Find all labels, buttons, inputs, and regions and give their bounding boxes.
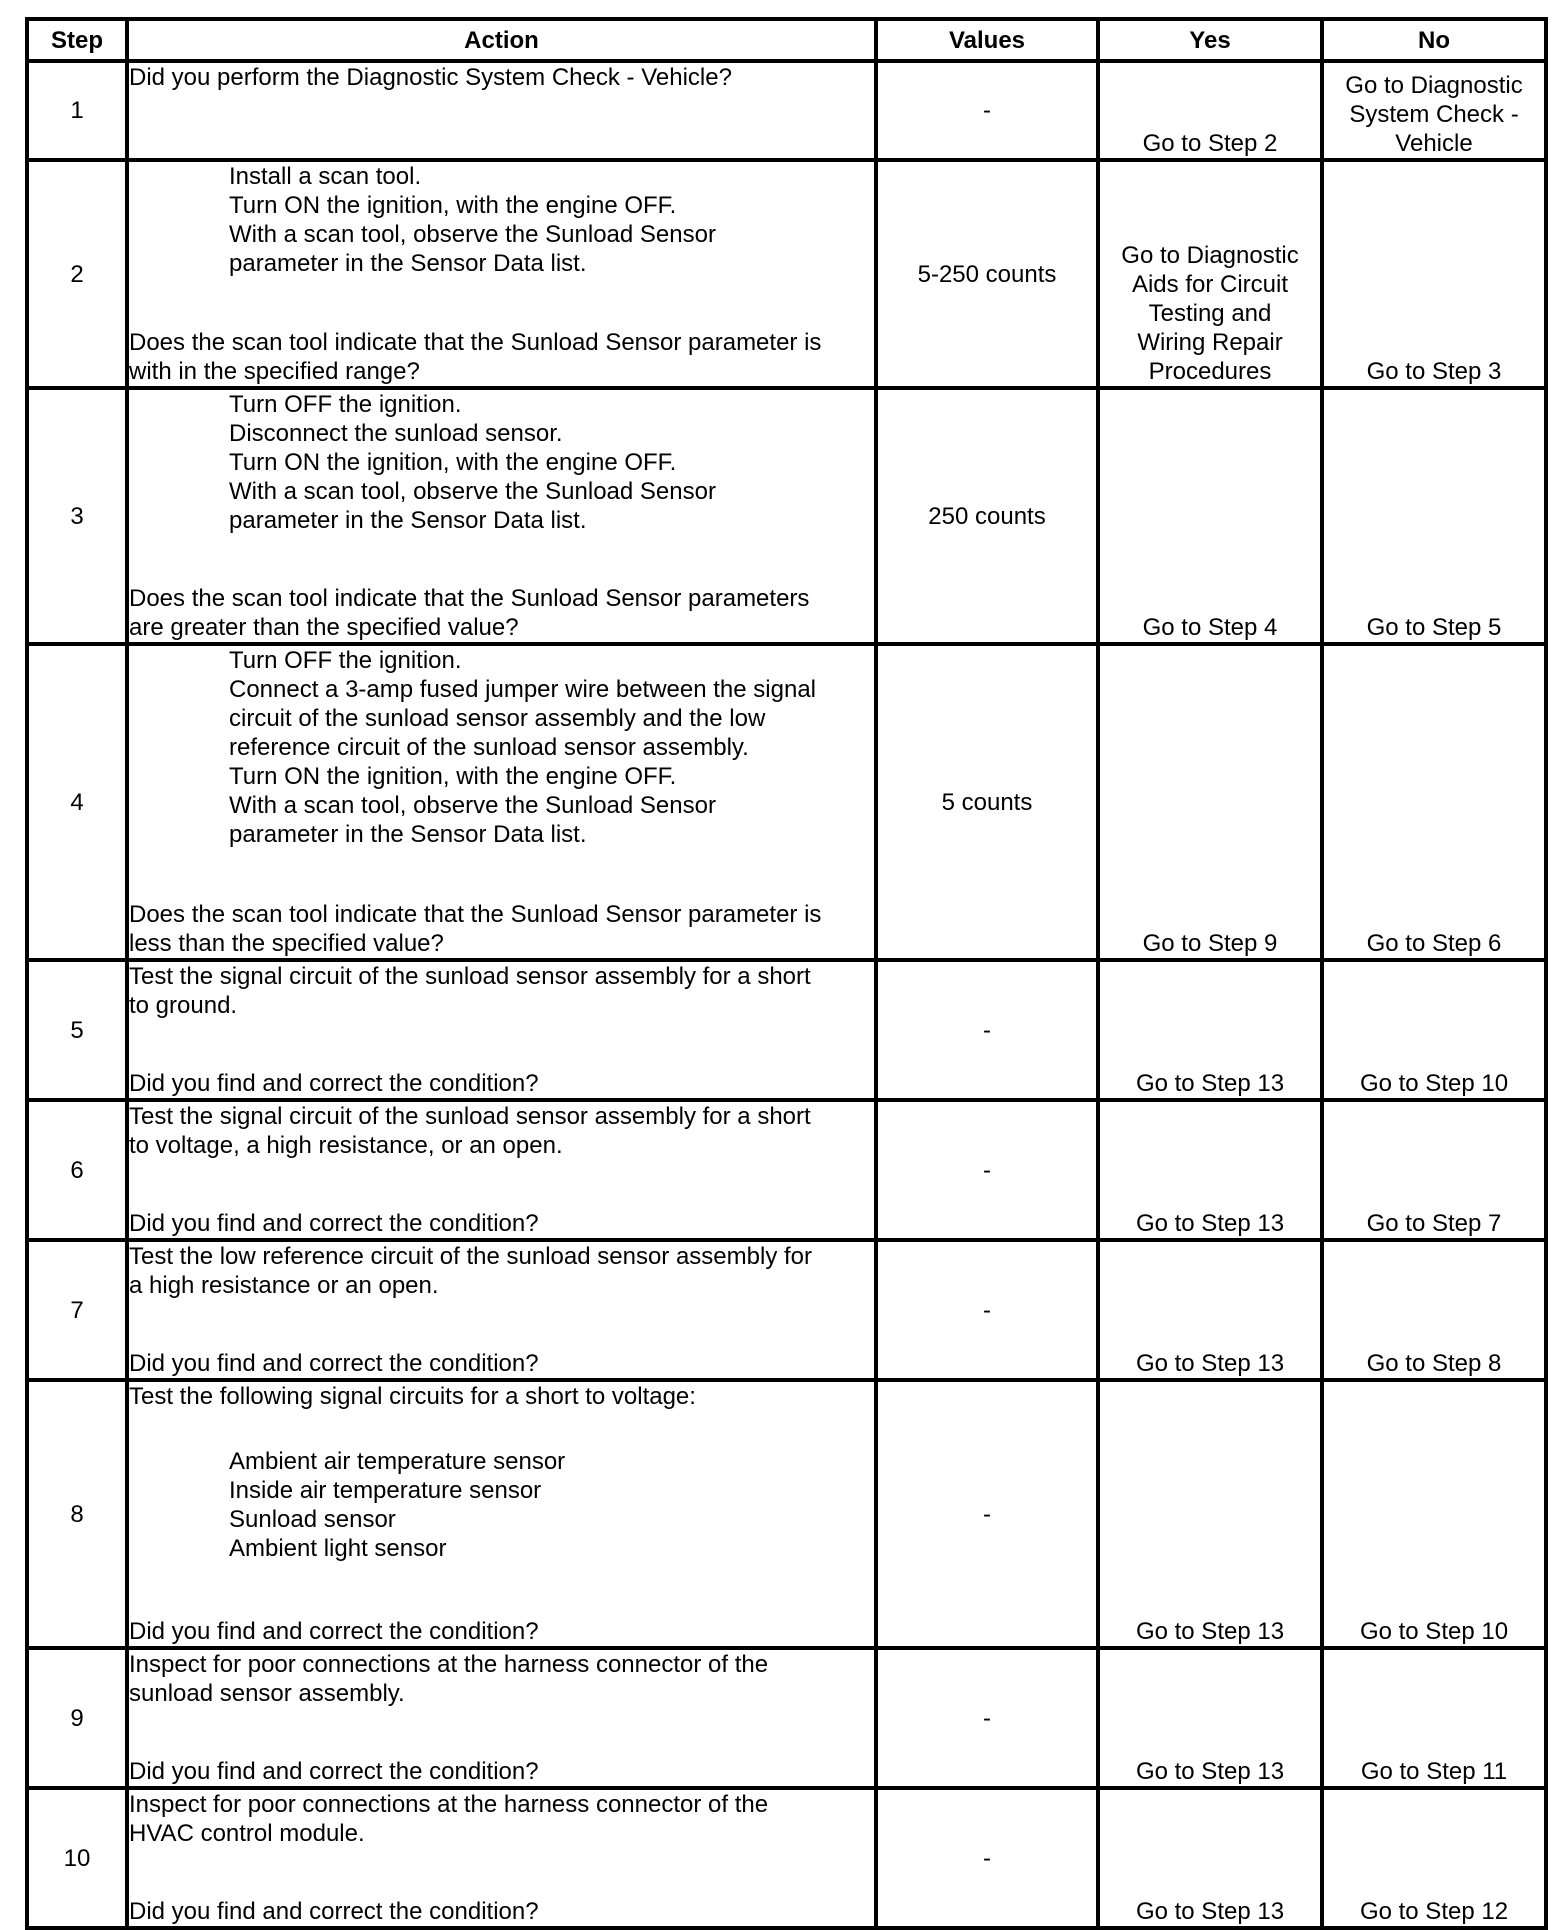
no-cell [1322, 1240, 1546, 1380]
value-cell: 5 counts [876, 644, 1098, 960]
action-cell [127, 1380, 876, 1648]
action-intro-line: Test the signal circuit of the sunload sensor assembly for a short [129, 963, 811, 990]
action-content [129, 1650, 874, 1786]
value-cell: - [876, 1648, 1098, 1788]
no-action-line: Go to Diagnostic [1345, 72, 1523, 99]
yes-action-line: Go to Diagnostic [1121, 242, 1299, 269]
yes-action-line: Go to Step 13 [1135, 1070, 1285, 1097]
action-instructions [129, 162, 874, 278]
action-content [129, 1242, 874, 1378]
action-spacer [129, 1411, 874, 1447]
action-intro-line: Inspect for poor connections at the harness connector of the [129, 1651, 769, 1678]
action-intro-line: Did you perform the Diagnostic System Check - Vehicle? [129, 64, 732, 91]
step-number: 8 [27, 1380, 127, 1648]
action-question [129, 1069, 874, 1098]
action-question-line: Does the scan tool indicate that the Sunload Sensor parameters [129, 585, 810, 612]
value-cell: 5-250 counts [876, 160, 1098, 388]
action-step-line: parameter in the Sensor Data list. [229, 250, 587, 277]
no-action-line: Go to Step 6 [1366, 930, 1502, 957]
action-step-line: Turn ON the ignition, with the engine OFF. [229, 449, 677, 476]
action-question-line: Did you find and correct the condition? [129, 1070, 539, 1097]
no-cell [1322, 1648, 1546, 1788]
action-content [129, 1790, 874, 1926]
action-intro-line: to ground. [129, 992, 238, 1019]
action-question [129, 1349, 874, 1378]
action-step-line: Ambient air temperature sensor [229, 1448, 566, 1475]
action-cell [127, 1240, 876, 1380]
action-question-line: Does the scan tool indicate that the Sunload Sensor parameter is [129, 901, 822, 928]
no-cell [1322, 1788, 1546, 1928]
no-action-line: Go to Step 12 [1359, 1898, 1509, 1925]
no-cell [1322, 644, 1546, 960]
action-intro-line: Test the following signal circuits for a short to voltage: [129, 1383, 696, 1410]
action-question-line: less than the specified value? [129, 930, 444, 957]
yes-cell [1098, 388, 1322, 644]
value-cell: - [876, 960, 1098, 1100]
action-question [129, 1757, 874, 1786]
table-body [27, 61, 1546, 1928]
no-action-line: Vehicle [1395, 130, 1473, 157]
action-step-line: Install a scan tool. [229, 163, 422, 190]
action-content [129, 646, 874, 958]
yes-action-line: Go to Step 13 [1135, 1210, 1285, 1237]
action-cell [127, 644, 876, 960]
diagnostic-table [25, 17, 1548, 1930]
action-intro-line: HVAC control module. [129, 1820, 365, 1847]
table-row [27, 644, 1546, 960]
table-row [27, 1100, 1546, 1240]
table-row [27, 1648, 1546, 1788]
yes-action-line: Go to Step 13 [1135, 1350, 1285, 1377]
action-cell [127, 1648, 876, 1788]
action-step-line: Sunload sensor [229, 1506, 396, 1533]
table-row [27, 1380, 1546, 1648]
action-step-line: With a scan tool, observe the Sunload Sensor [229, 478, 716, 505]
action-cell [127, 388, 876, 644]
action-step-line: parameter in the Sensor Data list. [229, 821, 587, 848]
action-content [129, 63, 874, 158]
step-number: 1 [27, 61, 127, 160]
action-question [129, 584, 874, 642]
action-question-line: Did you find and correct the condition? [129, 1210, 539, 1237]
action-content [129, 390, 874, 642]
action-question-line: Did you find and correct the condition? [129, 1618, 539, 1645]
action-content [129, 1102, 874, 1238]
action-intro-line: to voltage, a high resistance, or an open. [129, 1132, 563, 1159]
yes-action-line: Go to Step 13 [1135, 1618, 1285, 1645]
yes-cell [1098, 1788, 1322, 1928]
action-intro-line: Test the low reference circuit of the sunload sensor assembly for [129, 1243, 812, 1270]
step-number: 5 [27, 960, 127, 1100]
action-instructions [129, 63, 874, 92]
action-question [129, 1209, 874, 1238]
action-step-line: With a scan tool, observe the Sunload Sensor [229, 792, 716, 819]
action-step-line: Turn ON the ignition, with the engine OFF. [229, 763, 677, 790]
action-step-line: Turn OFF the ignition. [229, 647, 462, 674]
action-cell [127, 960, 876, 1100]
table-row [27, 388, 1546, 644]
table-row [27, 160, 1546, 388]
no-action-line: Go to Step 8 [1366, 1350, 1502, 1377]
action-content [129, 962, 874, 1098]
yes-cell [1098, 61, 1322, 160]
yes-action-line: Wiring Repair [1137, 329, 1283, 356]
value-cell: 250 counts [876, 388, 1098, 644]
action-intro-line: Test the signal circuit of the sunload sensor assembly for a short [129, 1103, 811, 1130]
step-number: 9 [27, 1648, 127, 1788]
no-action-line: Go to Step 3 [1366, 358, 1502, 385]
action-instructions [129, 390, 874, 535]
step-number: 3 [27, 388, 127, 644]
value-cell: - [876, 1788, 1098, 1928]
yes-action-line: Procedures [1148, 358, 1272, 385]
yes-cell [1098, 160, 1322, 388]
step-number: 7 [27, 1240, 127, 1380]
no-cell [1322, 1380, 1546, 1648]
action-question-line: Did you find and correct the condition? [129, 1350, 539, 1377]
step-number: 2 [27, 160, 127, 388]
header-yes: Yes [1098, 19, 1322, 61]
no-cell [1322, 160, 1546, 388]
action-step-line: parameter in the Sensor Data list. [229, 507, 587, 534]
action-instructions [129, 1382, 874, 1563]
action-step-line: With a scan tool, observe the Sunload Sensor [229, 221, 716, 248]
yes-action-line: Testing and [1148, 300, 1272, 327]
action-instructions [129, 1650, 874, 1708]
table-row [27, 1240, 1546, 1380]
action-content [129, 1382, 874, 1646]
action-instructions [129, 646, 874, 849]
yes-cell [1098, 1240, 1322, 1380]
header-action: Action [127, 19, 876, 61]
value-cell: - [876, 1380, 1098, 1648]
yes-cell [1098, 644, 1322, 960]
action-question-line: Did you find and correct the condition? [129, 1898, 539, 1925]
action-step-line: Inside air temperature sensor [229, 1477, 542, 1504]
yes-action-line: Go to Step 4 [1142, 614, 1278, 641]
value-cell: - [876, 1240, 1098, 1380]
action-instructions [129, 1790, 874, 1848]
yes-action-line: Go to Step 2 [1142, 130, 1278, 157]
no-action-line: Go to Step 10 [1359, 1618, 1509, 1645]
value-cell: - [876, 61, 1098, 160]
no-cell [1322, 960, 1546, 1100]
action-content [129, 162, 874, 386]
action-question-line: Did you find and correct the condition? [129, 1758, 539, 1785]
value-cell: - [876, 1100, 1098, 1240]
step-number: 4 [27, 644, 127, 960]
no-action-line: Go to Step 10 [1359, 1070, 1509, 1097]
yes-action-line: Aids for Circuit [1131, 271, 1289, 298]
header-no: No [1322, 19, 1546, 61]
table-row [27, 1788, 1546, 1928]
action-step-line: Turn OFF the ignition. [229, 391, 462, 418]
action-question-line: Does the scan tool indicate that the Sunload Sensor parameter is [129, 329, 822, 356]
yes-action-line: Go to Step 9 [1142, 930, 1278, 957]
action-cell [127, 1788, 876, 1928]
yes-cell [1098, 960, 1322, 1100]
header-row [27, 19, 1546, 61]
action-question [129, 900, 874, 958]
action-intro-line: a high resistance or an open. [129, 1272, 439, 1299]
no-action-line: System Check - [1349, 101, 1519, 128]
action-step-line: Connect a 3-amp fused jumper wire between the signal [229, 676, 816, 703]
action-step-line: Turn ON the ignition, with the engine OFF. [229, 192, 677, 219]
step-number: 6 [27, 1100, 127, 1240]
yes-cell [1098, 1100, 1322, 1240]
no-action-line: Go to Step 11 [1360, 1758, 1508, 1785]
yes-action-line: Go to Step 13 [1135, 1758, 1285, 1785]
action-intro-line: sunload sensor assembly. [129, 1680, 405, 1707]
yes-cell [1098, 1648, 1322, 1788]
action-question-line: are greater than the specified value? [129, 614, 519, 641]
action-question [129, 1617, 874, 1646]
no-action-line: Go to Step 5 [1366, 614, 1502, 641]
action-instructions [129, 1242, 874, 1300]
table-row [27, 61, 1546, 160]
action-intro-line: Inspect for poor connections at the harness connector of the [129, 1791, 769, 1818]
action-cell [127, 61, 876, 160]
action-cell [127, 1100, 876, 1240]
header-step: Step [27, 19, 127, 61]
action-question [129, 328, 874, 386]
no-cell [1322, 61, 1546, 160]
action-cell [127, 160, 876, 388]
table-row [27, 960, 1546, 1100]
no-cell [1322, 388, 1546, 644]
action-step-line: reference circuit of the sunload sensor assembly. [229, 734, 749, 761]
action-instructions [129, 1102, 874, 1160]
step-number: 10 [27, 1788, 127, 1928]
yes-action-line: Go to Step 13 [1135, 1898, 1285, 1925]
header-values: Values [876, 19, 1098, 61]
no-cell [1322, 1100, 1546, 1240]
no-action-line: Go to Step 7 [1366, 1210, 1502, 1237]
action-question-line: with in the specified range? [129, 358, 420, 385]
action-instructions [129, 962, 874, 1020]
yes-cell [1098, 1380, 1322, 1648]
action-step-line: Disconnect the sunload sensor. [229, 420, 563, 447]
action-step-line: Ambient light sensor [229, 1535, 447, 1562]
action-step-line: circuit of the sunload sensor assembly and the low [229, 705, 766, 732]
